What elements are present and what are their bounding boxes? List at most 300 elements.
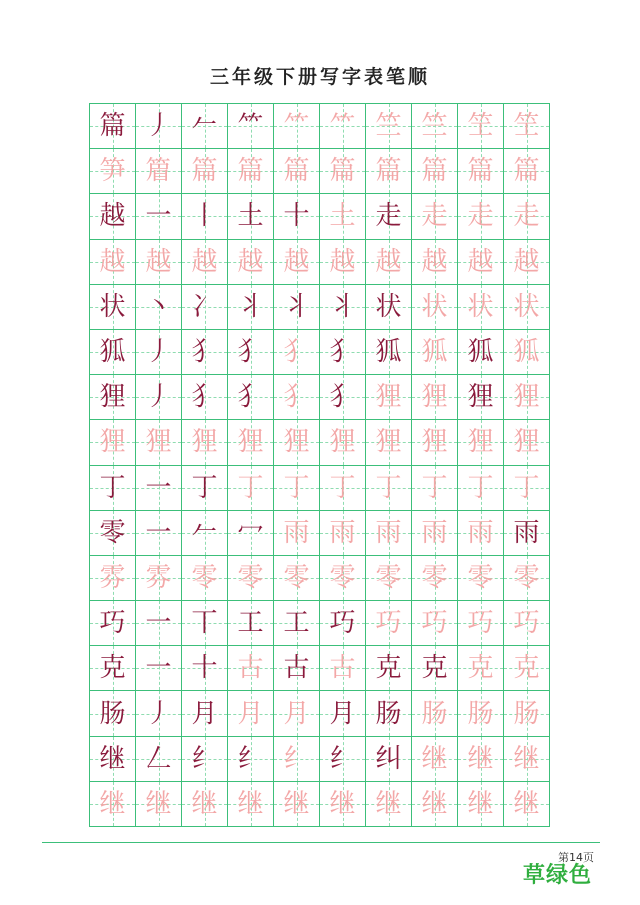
grid-cell [227,736,274,782]
grid-cell [135,555,182,601]
grid-cell [319,148,366,194]
grid-cell [273,465,320,511]
grid-cell [503,419,550,465]
character-glyph: 走 [513,201,540,232]
character-glyph: 狸 [421,427,448,458]
grid-cell [273,239,320,285]
character-glyph: 越 [283,246,310,277]
grid-cell [503,736,550,782]
character-glyph: 狸 [283,427,310,458]
character-glyph: 一 [145,653,172,684]
character-glyph: 继 [467,788,494,819]
grid-cell [181,148,228,194]
grid-cell [365,736,412,782]
character-glyph: 丁 [237,472,264,503]
grid-cell [227,781,274,827]
grid-cell [227,103,274,149]
character-glyph: 越 [375,246,402,277]
character-glyph: 狸 [513,427,540,458]
grid-cell [89,193,136,239]
grid-cell [89,374,136,420]
grid-cell [365,374,412,420]
grid-cell [411,148,458,194]
grid-cell [89,645,136,691]
character-glyph: 丁 [329,472,356,503]
character-glyph: 状 [467,291,494,322]
character-glyph: 狸 [513,382,540,413]
character-glyph: ⺮ [283,111,310,142]
grid-cell [181,239,228,285]
character-glyph: 雨 [421,517,448,548]
grid-cell [227,465,274,511]
grid-cell [135,645,182,691]
character-glyph: 继 [467,743,494,774]
grid-cell [227,193,274,239]
character-glyph: 零 [375,562,402,593]
character-glyph: 狸 [329,427,356,458]
character-glyph: 纟 [283,743,310,774]
grid-cell [227,148,274,194]
character-glyph: 零 [329,562,356,593]
character-glyph: 古 [329,653,356,684]
grid-cell [227,555,274,601]
grid-cell [181,374,228,420]
footer-divider [42,842,600,843]
grid-cell [273,419,320,465]
grid-cell [365,284,412,330]
grid-cell [135,465,182,511]
character-glyph: 笋 [99,156,126,187]
page-title: 三年级下册写字表笔顺 [209,66,430,88]
grid-cell [503,555,550,601]
grid-cell [319,690,366,736]
grid-cell [181,645,228,691]
grid-cell [319,645,366,691]
character-glyph: 篇 [329,156,356,187]
grid-cell [273,600,320,646]
grid-cell [181,103,228,149]
character-glyph: 篇 [375,156,402,187]
grid-cell [135,148,182,194]
grid-cell [135,329,182,375]
grid-cell [319,419,366,465]
grid-cell [503,645,550,691]
character-glyph: 丬 [329,291,356,322]
character-glyph: 肠 [421,698,448,729]
grid-cell [503,781,550,827]
grid-cell [89,103,136,149]
character-glyph: 冖 [237,517,264,548]
character-glyph: 狸 [375,427,402,458]
brand-logo-text: 草绿色 [522,863,592,888]
grid-cell [273,690,320,736]
grid-cell [319,465,366,511]
grid-cell [89,329,136,375]
character-glyph: 状 [421,291,448,322]
grid-cell [181,465,228,511]
grid-cell [227,645,274,691]
character-glyph: 纟 [237,743,264,774]
grid-cell [135,510,182,556]
grid-cell [319,555,366,601]
grid-cell [457,600,504,646]
grid-cell [89,419,136,465]
grid-cell [411,329,458,375]
character-glyph: 犭 [191,382,218,413]
character-glyph: 越 [99,201,126,232]
grid-cell [457,103,504,149]
grid-cell [365,510,412,556]
character-glyph: 月 [237,698,264,729]
character-glyph: 纟 [191,743,218,774]
grid-cell [135,103,182,149]
character-glyph: 狸 [145,427,172,458]
character-glyph: 状 [513,291,540,322]
character-glyph: 继 [99,788,126,819]
character-glyph: 越 [99,246,126,277]
grid-cell [365,148,412,194]
character-glyph: 𠂉 [191,517,218,548]
grid-cell [89,465,136,511]
character-glyph: 十 [283,201,310,232]
grid-cell [319,510,366,556]
character-glyph: 土 [237,201,264,232]
grid-cell [457,510,504,556]
character-glyph: 竺 [421,111,448,142]
character-glyph: 零 [421,562,448,593]
grid-cell [411,239,458,285]
character-glyph: 继 [329,788,356,819]
character-glyph: 十 [191,653,218,684]
character-glyph: 走 [375,201,402,232]
character-glyph: 巧 [329,608,356,639]
grid-cell [503,600,550,646]
grid-cell [181,555,228,601]
grid-cell [181,419,228,465]
character-glyph: 古 [283,653,310,684]
grid-cell [89,781,136,827]
character-glyph: 篇 [513,156,540,187]
grid-cell [411,645,458,691]
character-glyph: 继 [421,788,448,819]
character-glyph: 丿 [145,111,172,142]
character-glyph: 继 [375,788,402,819]
character-glyph: 零 [99,517,126,548]
grid-cell [89,555,136,601]
character-glyph: 走 [421,201,448,232]
grid-cell [135,690,182,736]
character-glyph: 一 [145,517,172,548]
character-glyph: 狸 [421,382,448,413]
grid-cell [457,690,504,736]
grid-cell [227,374,274,420]
grid-cell [181,600,228,646]
character-glyph: 克 [467,653,494,684]
grid-cell [411,374,458,420]
character-glyph: 篇 [191,156,218,187]
grid-cell [135,284,182,330]
character-glyph: 篇 [99,111,126,142]
character-glyph: 犭 [329,382,356,413]
grid-cell [319,600,366,646]
character-glyph: 工 [237,608,264,639]
grid-cell [503,284,550,330]
grid-cell [365,465,412,511]
character-glyph: 犭 [237,337,264,368]
grid-cell [135,736,182,782]
character-glyph: 丁 [375,472,402,503]
grid-cell [181,736,228,782]
grid-cell [227,600,274,646]
grid-cell [89,510,136,556]
character-glyph: 零 [283,562,310,593]
grid-cell [227,690,274,736]
grid-cell [181,329,228,375]
character-glyph: 继 [99,743,126,774]
character-glyph: 越 [467,246,494,277]
character-glyph: 篇 [467,156,494,187]
character-glyph: 工 [283,608,310,639]
character-glyph: 篇 [421,156,448,187]
character-glyph: 丿 [145,337,172,368]
character-glyph: 狐 [421,337,448,368]
grid-cell [411,284,458,330]
grid-cell [365,600,412,646]
grid-cell [89,148,136,194]
character-glyph: 狸 [99,427,126,458]
character-glyph: 冫 [191,291,218,322]
character-glyph: 古 [237,653,264,684]
character-glyph: 肠 [375,698,402,729]
character-glyph: 状 [99,291,126,322]
character-glyph: 狸 [375,382,402,413]
grid-cell [503,510,550,556]
grid-cell [365,103,412,149]
character-glyph: 巧 [421,608,448,639]
character-glyph: 丁 [421,472,448,503]
character-glyph: 犭 [329,337,356,368]
grid-cell [457,645,504,691]
grid-cell [365,555,412,601]
grid-cell [411,781,458,827]
grid-cell [457,736,504,782]
character-glyph: 克 [513,653,540,684]
grid-cell [227,510,274,556]
character-glyph: 纟 [329,743,356,774]
grid-cell [135,600,182,646]
grid-cell [457,284,504,330]
grid-cell [503,329,550,375]
character-glyph: 丁 [513,472,540,503]
character-glyph: 克 [421,653,448,684]
grid-cell [365,690,412,736]
character-glyph: 狸 [237,427,264,458]
character-glyph: 犭 [191,337,218,368]
grid-cell [457,329,504,375]
grid-cell [89,600,136,646]
grid-cell [503,239,550,285]
character-glyph: 竺 [375,111,402,142]
character-glyph: 丅 [191,608,218,639]
character-glyph: 丬 [283,291,310,322]
character-glyph: 篇 [283,156,310,187]
grid-cell [273,148,320,194]
character-glyph: 克 [375,653,402,684]
grid-cell [457,239,504,285]
character-glyph: 丁 [283,472,310,503]
writing-grid [90,104,550,827]
character-glyph: 零 [191,562,218,593]
character-glyph: 狸 [467,382,494,413]
character-glyph: 犭 [283,382,310,413]
character-glyph: 巧 [467,608,494,639]
character-glyph: 继 [421,743,448,774]
grid-cell [273,736,320,782]
grid-cell [457,193,504,239]
grid-cell [273,193,320,239]
character-glyph: 继 [283,788,310,819]
character-glyph: 丁 [191,472,218,503]
character-glyph: 越 [329,246,356,277]
grid-cell [365,645,412,691]
character-glyph: 一 [145,472,172,503]
character-glyph: 篃 [145,156,172,187]
character-glyph: 𠃋 [145,743,172,774]
character-glyph: 零 [513,562,540,593]
grid-cell [273,329,320,375]
grid-cell [273,284,320,330]
character-glyph: 狐 [375,337,402,368]
grid-cell [411,690,458,736]
grid-cell [135,781,182,827]
grid-cell [365,193,412,239]
character-glyph: 月 [191,698,218,729]
grid-cell [181,690,228,736]
grid-cell [273,103,320,149]
character-glyph: 纠 [375,743,402,774]
grid-cell [411,736,458,782]
grid-cell [411,103,458,149]
grid-cell [457,465,504,511]
grid-cell [411,510,458,556]
grid-cell [227,419,274,465]
grid-cell [411,600,458,646]
grid-cell [181,193,228,239]
character-glyph: 雰 [145,562,172,593]
character-glyph: 篇 [237,156,264,187]
character-glyph: 丶 [145,291,172,322]
grid-cell [319,284,366,330]
grid-cell [457,555,504,601]
grid-cell [89,736,136,782]
grid-cell [503,374,550,420]
grid-cell [135,419,182,465]
grid-cell [181,510,228,556]
grid-cell [411,555,458,601]
grid-cell [503,465,550,511]
grid-cell [135,374,182,420]
character-glyph: 犭 [237,382,264,413]
grid-cell [319,736,366,782]
character-glyph: 月 [283,698,310,729]
grid-cell [319,239,366,285]
character-glyph: 一 [145,201,172,232]
character-glyph: 犭 [283,337,310,368]
character-glyph: 雨 [283,517,310,548]
character-glyph: 雨 [467,517,494,548]
character-glyph: ⺮ [237,111,264,142]
character-glyph: 越 [145,246,172,277]
character-glyph: 状 [375,291,402,322]
grid-cell [135,193,182,239]
character-glyph: 越 [513,246,540,277]
character-glyph: 走 [467,201,494,232]
grid-cell [135,239,182,285]
character-glyph: 越 [191,246,218,277]
grid-cell [273,374,320,420]
character-glyph: 继 [191,788,218,819]
character-glyph: 狸 [99,382,126,413]
character-glyph: 笁 [467,111,494,142]
grid-cell [365,419,412,465]
page-number: 第14页 [558,851,594,864]
grid-cell [273,510,320,556]
character-glyph: 肠 [99,698,126,729]
grid-cell [365,239,412,285]
character-glyph: 狸 [467,427,494,458]
character-glyph: 巧 [99,608,126,639]
grid-cell [89,239,136,285]
grid-cell [503,690,550,736]
character-glyph: 丿 [145,698,172,729]
character-glyph: 雨 [513,517,540,548]
grid-cell [319,329,366,375]
character-glyph: 月 [329,698,356,729]
grid-cell [227,329,274,375]
grid-cell [273,555,320,601]
grid-cell [273,781,320,827]
grid-cell [411,465,458,511]
character-glyph: 雰 [99,562,126,593]
grid-cell [319,193,366,239]
character-glyph: 丨 [191,201,218,232]
grid-cell [457,148,504,194]
character-glyph: 狸 [191,427,218,458]
character-glyph: 零 [467,562,494,593]
grid-cell [89,690,136,736]
grid-cell [457,374,504,420]
grid-cell [457,419,504,465]
grid-cell [319,374,366,420]
grid-cell [181,781,228,827]
character-glyph: 肠 [467,698,494,729]
character-glyph: 雨 [329,517,356,548]
grid-cell [89,284,136,330]
grid-cell [503,103,550,149]
character-glyph: 继 [513,743,540,774]
character-glyph: 狐 [467,337,494,368]
grid-cell [503,148,550,194]
grid-cell [227,284,274,330]
grid-cell [457,781,504,827]
character-glyph: 巧 [375,608,402,639]
grid-cell [227,239,274,285]
character-glyph: 丿 [145,382,172,413]
character-glyph: 𠂉 [191,111,218,142]
character-glyph: 一 [145,608,172,639]
character-glyph: 继 [513,788,540,819]
grid-cell [273,645,320,691]
